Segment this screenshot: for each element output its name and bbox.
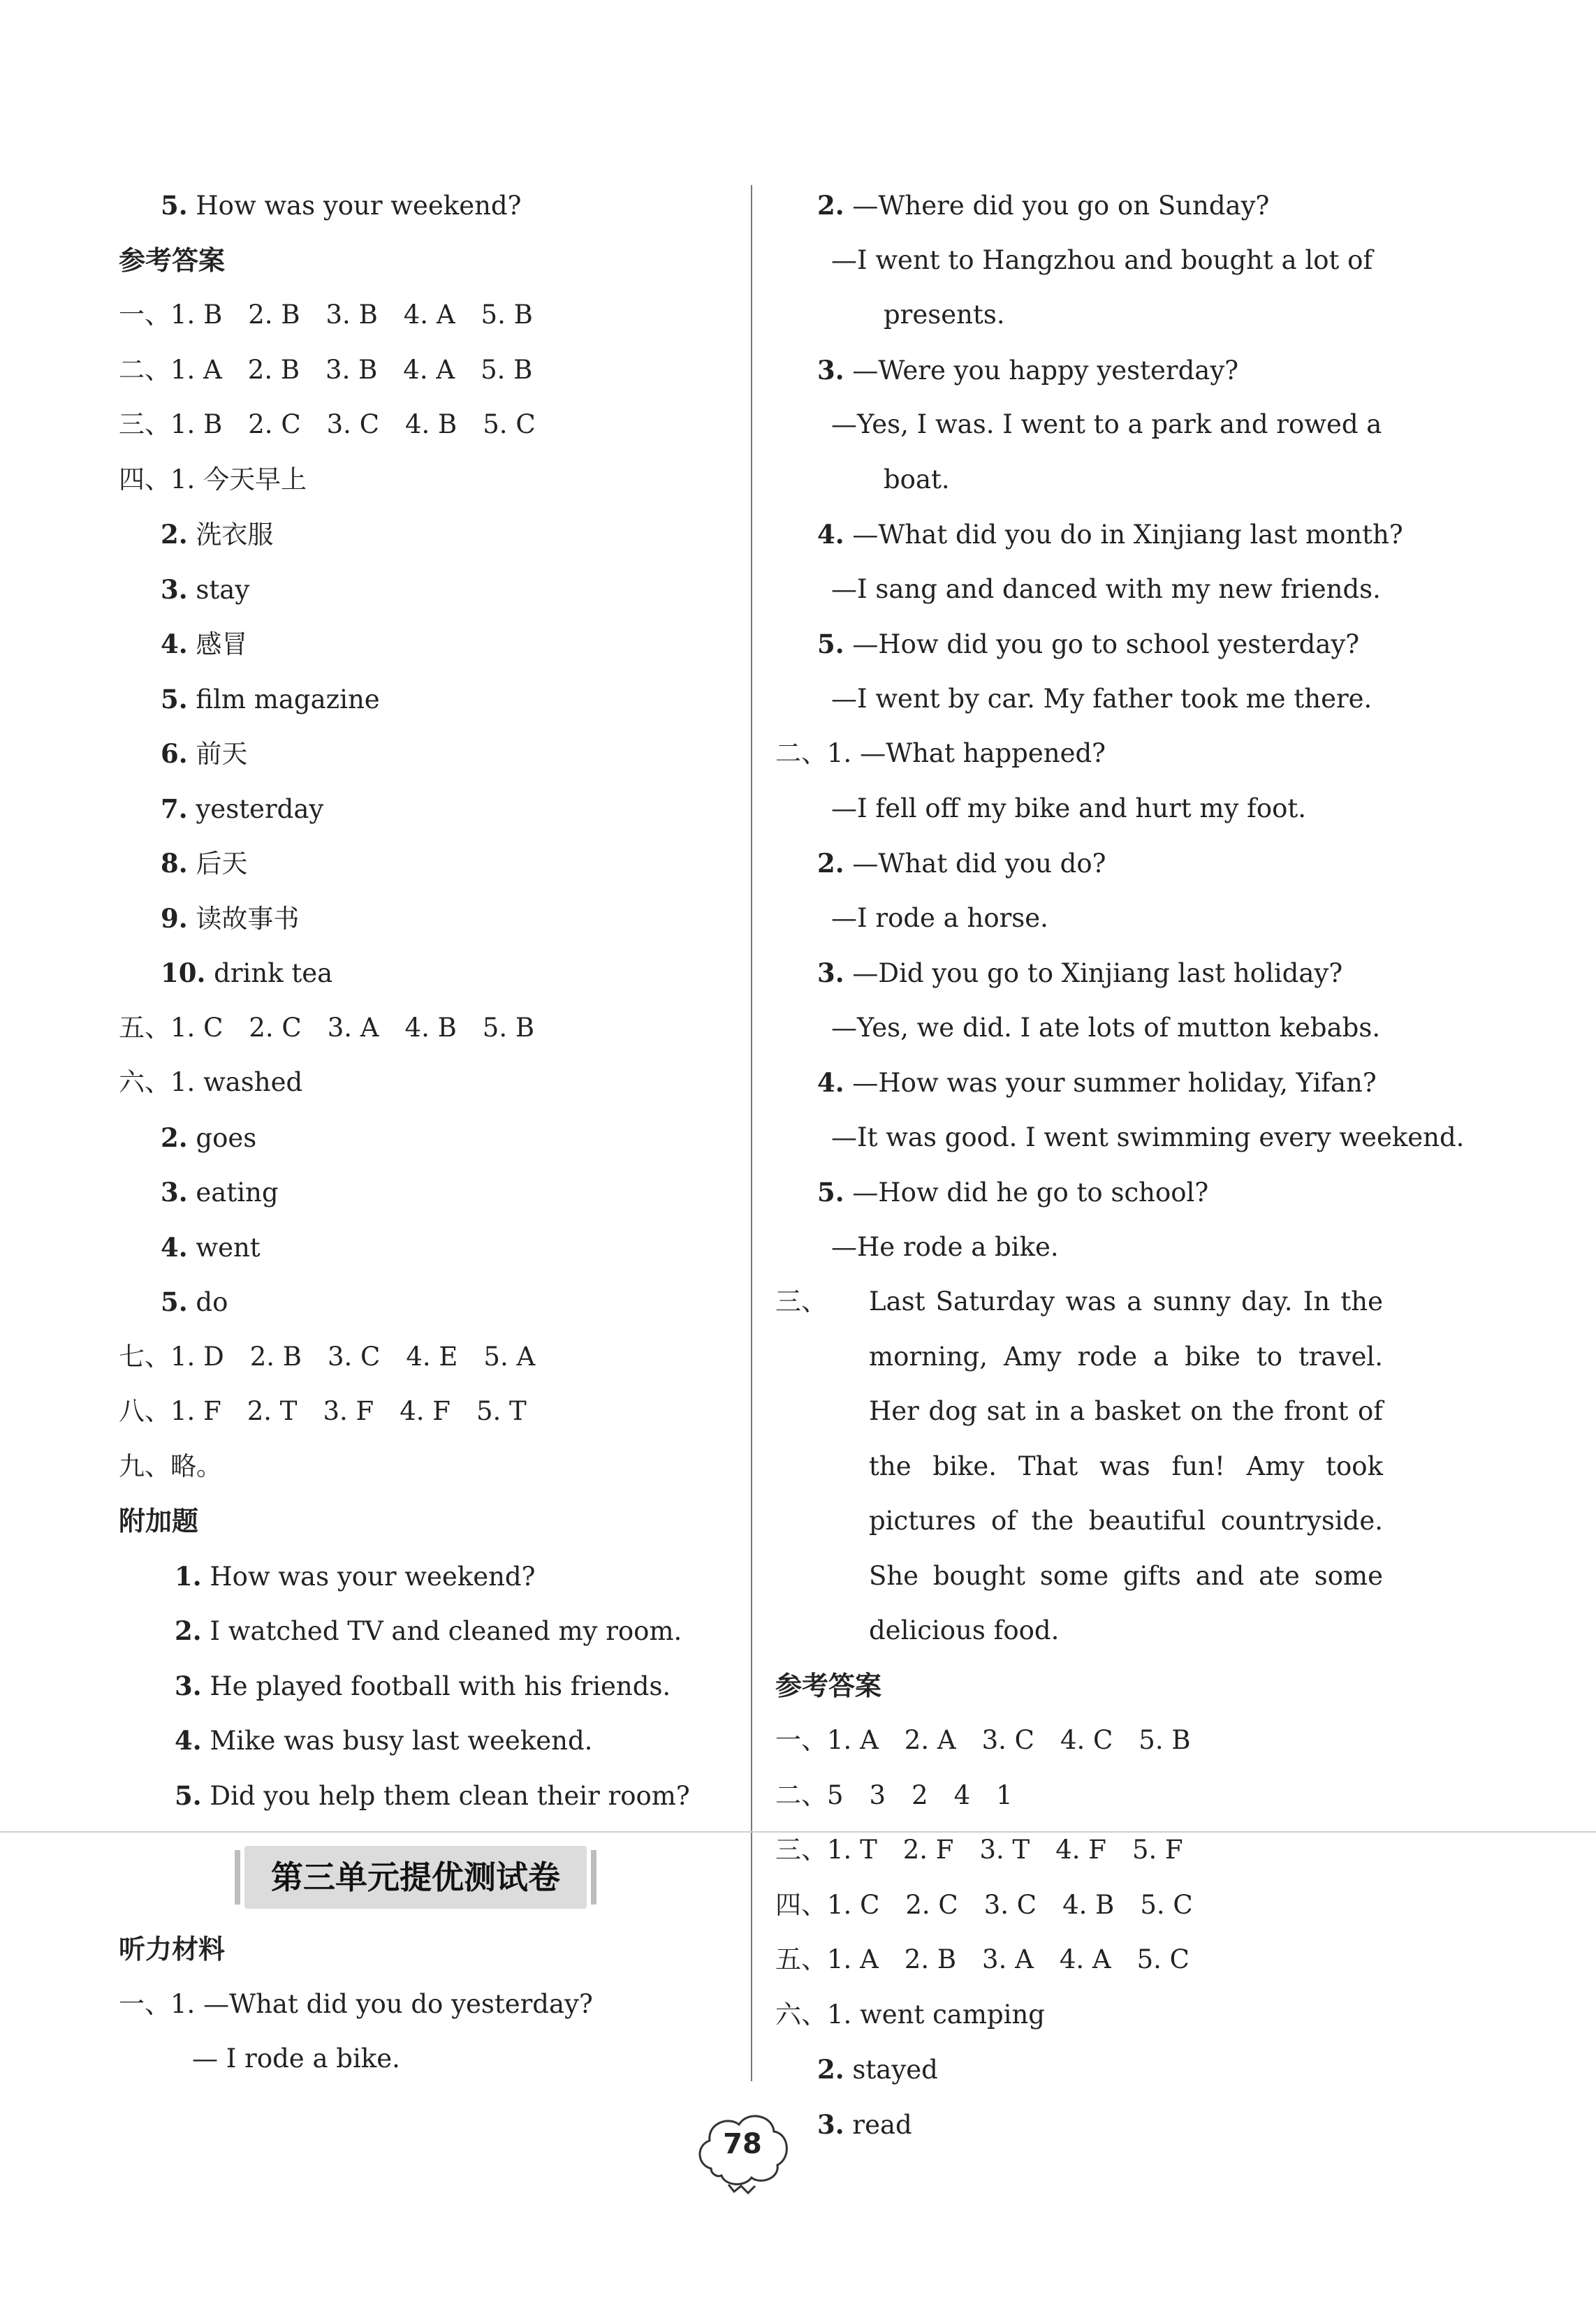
right-answer-key <box>775 1659 1474 2152</box>
item-text: stayed <box>844 2055 938 2085</box>
item-number: 2. <box>175 1615 202 1646</box>
answer-line <box>119 343 747 398</box>
answer-line <box>119 1713 747 1768</box>
item-number: 5. <box>175 1780 202 1811</box>
item-text: 一、1. —What did you do yesterday? <box>119 1988 593 2019</box>
item-text: eating <box>187 1177 279 1208</box>
item-text: do <box>187 1287 228 1317</box>
item-text: 三、1. T 2. F 3. T 4. F 5. F <box>775 1835 1183 1865</box>
right-dialogue-list <box>775 178 1474 1275</box>
item-number: 2. <box>817 848 844 879</box>
answer-line <box>775 397 1474 453</box>
answer-line <box>119 562 747 617</box>
item-text: 六、1. went camping <box>775 1999 1045 2030</box>
item-number: 9. <box>161 902 188 934</box>
item-text: 二、5 3 2 4 1 <box>775 1780 1013 1810</box>
left-answer-list <box>119 178 747 1823</box>
answer-line <box>775 726 1474 782</box>
item-text: How was your weekend? <box>201 1561 536 1592</box>
answer-line <box>119 1165 747 1220</box>
item-text: —He rode a bike. <box>831 1231 1059 1262</box>
answer-line <box>775 1713 1474 1768</box>
item-text: —Yes, I was. I went to a park and rowed a <box>831 409 1382 439</box>
answer-line <box>775 562 1474 617</box>
item-text: I watched TV and cleaned my room. <box>201 1616 682 1646</box>
answer-line <box>775 672 1474 727</box>
item-text: 二、1. A 2. B 3. B 4. A 5. B <box>119 354 533 385</box>
column-divider <box>751 185 752 2081</box>
item-text: —I sang and danced with my new friends. <box>831 573 1381 604</box>
answer-line <box>775 1878 1474 1933</box>
item-number: 3. <box>161 573 188 605</box>
item-number: 6. <box>161 738 188 769</box>
left-listening-material <box>119 1922 747 2087</box>
item-text: 四、1. C 2. C 3. C 4. B 5. C <box>775 1889 1193 1920</box>
answer-line <box>119 672 747 727</box>
item-number: 2. <box>161 1122 188 1153</box>
answer-line <box>119 1768 747 1824</box>
item-number: 5. <box>161 190 188 221</box>
item-text: — I rode a bike. <box>192 2044 400 2074</box>
left-column <box>119 178 747 2087</box>
item-number: 2. <box>817 2054 844 2085</box>
item-number: 8. <box>161 848 188 879</box>
answer-line <box>775 1055 1474 1110</box>
item-text: —How did you go to school yesterday? <box>844 629 1360 659</box>
item-text: 四、1. 今天早上 <box>119 464 307 494</box>
answer-line <box>775 507 1474 562</box>
item-text: —I went to Hangzhou and bought a lot of <box>831 244 1373 275</box>
answer-line <box>775 178 1474 233</box>
answer-line <box>119 178 747 233</box>
item-text: Did you help them clean their room? <box>201 1780 690 1811</box>
answer-line <box>775 617 1474 672</box>
answer-line <box>119 1494 747 1549</box>
item-text: drink tea <box>205 958 333 988</box>
answer-line <box>775 2042 1474 2097</box>
answer-line <box>775 1823 1474 1878</box>
item-text: —What did you do? <box>844 849 1106 879</box>
answer-line <box>119 1977 747 2032</box>
item-text: How was your weekend? <box>187 191 522 221</box>
item-text: —Were you happy yesterday? <box>844 355 1239 386</box>
item-text: He played football with his friends. <box>201 1671 671 1701</box>
item-number: 4. <box>161 1231 188 1263</box>
right-column <box>775 178 1474 2152</box>
item-text: 三、1. B 2. C 3. C 4. B 5. C <box>119 409 536 439</box>
item-number: 4. <box>817 519 844 550</box>
item-number: 7. <box>161 793 188 824</box>
item-number: 5. <box>817 629 844 659</box>
item-text: film magazine <box>187 684 380 714</box>
item-text: —What did you do in Xinjiang last month? <box>844 520 1403 550</box>
item-text: presents. <box>884 300 1005 330</box>
item-text: 八、1. F 2. T 3. F 4. F 5. T <box>119 1396 527 1426</box>
item-number: 3. <box>175 1670 202 1701</box>
item-number: 5. <box>817 1177 844 1208</box>
answer-line <box>119 1439 747 1495</box>
answer-line <box>119 946 747 1001</box>
item-text: Mike was busy last weekend. <box>201 1726 593 1756</box>
answer-line <box>119 782 747 837</box>
page-number: 78 <box>723 2128 762 2160</box>
item-number: 3. <box>817 958 844 988</box>
item-number: 2. <box>817 190 844 221</box>
answer-line <box>775 946 1474 1001</box>
answer-line <box>119 1110 747 1166</box>
item-text: 参考答案 <box>775 1669 882 1701</box>
item-number: 4. <box>161 629 188 659</box>
item-text: boat. <box>884 464 950 494</box>
item-text: 洗衣服 <box>187 520 274 550</box>
answer-line <box>775 836 1474 891</box>
item-text: —I fell off my bike and hurt my foot. <box>831 793 1307 823</box>
item-number: 1. <box>175 1560 202 1592</box>
answer-line <box>775 288 1474 343</box>
item-text: 参考答案 <box>119 244 226 276</box>
item-number: 5. <box>161 1286 188 1317</box>
passage-text: Last Saturday was a sunny day. In the morning, Amy rode a bike to travel. Her dog sat in a basket on the front of the bike. That was fun! Amy took pictures of the beautiful countryside. She bought some gifts and ate some delicious food. <box>869 1286 1383 1645</box>
item-text: —How did he go to school? <box>844 1177 1209 1208</box>
answer-line <box>119 1220 747 1275</box>
item-text: 五、1. A 2. B 3. A 4. A 5. C <box>775 1944 1189 1974</box>
item-text: 前天 <box>187 739 248 769</box>
answer-line <box>119 507 747 562</box>
answer-line <box>775 453 1474 508</box>
answer-line <box>775 891 1474 946</box>
item-text: 七、1. D 2. B 3. C 4. E 5. A <box>119 1341 536 1372</box>
item-number: 3. <box>817 354 844 386</box>
answer-line <box>119 1384 747 1439</box>
item-number: 3. <box>161 1177 188 1208</box>
item-number: 4. <box>175 1725 202 1756</box>
item-text: —Yes, we did. I ate lots of mutton kebabs. <box>831 1012 1381 1043</box>
answer-line <box>119 288 747 343</box>
item-text: 听力材料 <box>119 1933 226 1965</box>
answer-line <box>775 1220 1474 1275</box>
item-text: 附加题 <box>119 1505 199 1536</box>
answer-line <box>775 233 1474 288</box>
answer-line <box>119 617 747 672</box>
item-text: stay <box>187 574 250 605</box>
answer-line <box>119 1001 747 1056</box>
item-text: went <box>187 1232 261 1263</box>
item-text: —It was good. I went swimming every weekend. <box>831 1122 1465 1152</box>
item-text: read <box>844 2109 912 2140</box>
answer-line <box>119 1922 747 1977</box>
item-number: 10. <box>161 958 206 988</box>
answer-line <box>119 1275 747 1330</box>
item-text: —I went by car. My father took me there. <box>831 683 1372 714</box>
answer-line <box>119 397 747 453</box>
answer-line <box>775 1988 1474 2043</box>
item-text: 六、1. washed <box>119 1067 303 1097</box>
answer-line <box>119 836 747 891</box>
item-text: 二、1. —What happened? <box>775 738 1106 768</box>
answer-line <box>775 1768 1474 1824</box>
item-text: 一、1. A 2. A 3. C 4. C 5. B <box>775 1725 1191 1755</box>
answer-line <box>119 726 747 782</box>
unit-title-banner: 第三单元提优测试卷 <box>244 1846 587 1909</box>
answer-line <box>119 1604 747 1659</box>
answer-line <box>775 2097 1474 2152</box>
answer-line <box>775 782 1474 837</box>
answer-line <box>775 1165 1474 1220</box>
item-number: 2. <box>161 519 188 550</box>
item-text: 一、1. B 2. B 3. B 4. A 5. B <box>119 300 533 330</box>
item-text: 读故事书 <box>187 903 300 934</box>
item-text: 五、1. C 2. C 3. A 4. B 5. B <box>119 1012 535 1043</box>
answer-line <box>775 343 1474 398</box>
answer-line <box>119 1055 747 1110</box>
item-number: 5. <box>161 683 188 714</box>
answer-line <box>119 1549 747 1604</box>
answer-line <box>119 1659 747 1714</box>
answer-line <box>119 891 747 946</box>
item-text: goes <box>187 1122 257 1153</box>
answer-line <box>119 1330 747 1385</box>
answer-line <box>775 1932 1474 1988</box>
answer-line <box>119 233 747 288</box>
item-text: —I rode a horse. <box>831 902 1048 933</box>
answer-line <box>775 1659 1474 1714</box>
item-text: 九、略。 <box>119 1451 222 1481</box>
answer-line <box>775 1110 1474 1166</box>
item-text: 后天 <box>187 849 248 879</box>
item-text: yesterday <box>187 793 324 824</box>
item-number: 3. <box>817 2108 844 2140</box>
item-text: 感冒 <box>187 629 248 659</box>
passage-section-label: 三、 <box>775 1286 827 1316</box>
item-text: —How was your summer holiday, Yifan? <box>844 1068 1377 1098</box>
item-text: —Did you go to Xinjiang last holiday? <box>844 958 1343 988</box>
answer-line <box>119 2032 747 2087</box>
answer-line <box>119 453 747 508</box>
item-text: —Where did you go on Sunday? <box>844 191 1270 221</box>
item-number: 4. <box>817 1067 844 1098</box>
answer-line <box>775 1001 1474 1056</box>
reading-passage <box>775 1275 1383 1659</box>
